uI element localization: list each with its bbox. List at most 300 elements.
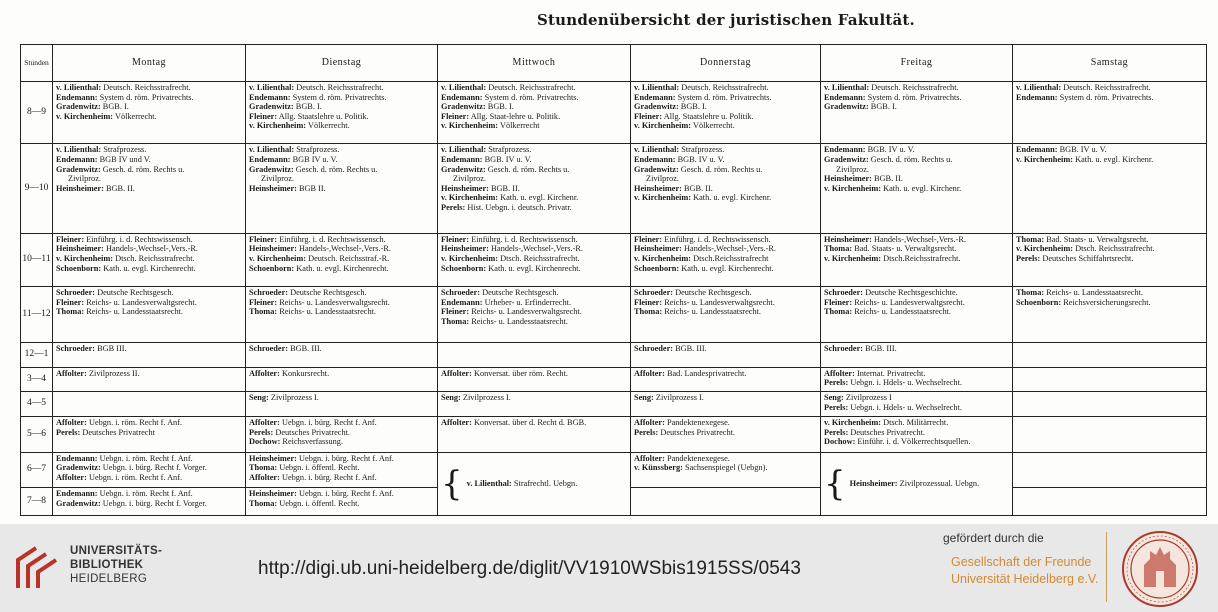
course-title: Deutsche Rechtsgesch. <box>482 288 559 298</box>
lecture-entry <box>1016 93 1203 103</box>
lecturer-name: Affolter: <box>634 368 665 378</box>
lecture-entry <box>441 288 627 298</box>
cell-donnerstag <box>631 392 821 417</box>
lecture-entry <box>249 244 434 254</box>
lecture-entry <box>249 298 434 308</box>
cell-donnerstag <box>631 287 821 343</box>
course-title: Deutsches Privatrecht. <box>660 427 735 437</box>
lecturer-name: Gradenwitz: <box>56 102 101 112</box>
lecturer-name: Gradenwitz: <box>56 164 101 174</box>
course-title: BGB. I. <box>870 102 897 112</box>
cell-samstag <box>1013 343 1207 368</box>
cell-mittwoch <box>438 417 631 452</box>
lecture-entry <box>56 264 242 274</box>
lecture-entry <box>824 437 1009 447</box>
course-title: Deutsches Schiffahrtsrecht. <box>1042 253 1134 263</box>
lecturer-name: Affolter: <box>441 368 472 378</box>
lecture-entry <box>441 244 627 254</box>
lecture-entry <box>634 102 817 112</box>
lecturer-name: Dochow: <box>824 437 856 447</box>
cell-freitag <box>821 82 1013 144</box>
lecturer-name: Affolter: <box>249 472 280 482</box>
lecture-entry <box>56 489 242 499</box>
course-title: Kath. u. evgl. Kirchenr. <box>883 183 962 193</box>
course-title: Pandektenexegese. <box>666 453 730 463</box>
time-slot: 11—12 <box>21 287 53 343</box>
lecturer-name: Thoma: <box>824 307 853 317</box>
course-title: Gesch. d. röm. Rechts u. <box>870 155 953 165</box>
lecture-entry <box>824 145 1009 155</box>
lecture-entry <box>249 93 434 103</box>
lecturer-name: Heinsheimer: <box>634 183 682 193</box>
cell-mittwoch <box>438 82 631 144</box>
lecture-entry <box>824 307 1009 317</box>
lecturer-name: Endemann: <box>441 297 483 307</box>
lecturer-name: Endemann: <box>824 145 866 155</box>
course-title: Allg. Staat-lehre u. Politik. <box>470 111 561 121</box>
course-title: Reichs- u. Landesverwaltgsrecht. <box>86 297 197 307</box>
cell-donnerstag <box>631 452 821 487</box>
lecturer-name: Endemann: <box>634 155 676 165</box>
course-title: Zivilproz. <box>261 174 294 184</box>
lecturer-name: Fleiner: <box>249 111 278 121</box>
course-title: Reichsversicherungsrecht. <box>1063 297 1151 307</box>
lecturer-name: Affolter: <box>249 418 280 428</box>
lecturer-name: v. Kirchenheim: <box>634 121 692 131</box>
library-line-1: UNIVERSITÄTS- <box>70 545 163 557</box>
lecture-entry <box>56 184 242 194</box>
cell-freitag <box>821 367 1013 392</box>
lecture-entry <box>824 369 1009 379</box>
course-title: Zivilprozess I. <box>270 393 319 403</box>
course-title: Kath. u. evgl. Kirchenr. <box>500 193 579 203</box>
course-title: Uebgn. i. bürg. Recht f. Vorger. <box>102 498 207 508</box>
course-title: System d. röm. Privatrechts. <box>292 92 387 102</box>
cell-dienstag <box>246 488 438 516</box>
schedule-row <box>21 452 1207 487</box>
lecture-entry <box>249 454 434 464</box>
society-line-1: Gesellschaft der Freunde <box>951 555 1092 569</box>
lecturer-name: Schroeder: <box>249 344 289 354</box>
lecture-entry <box>634 463 817 473</box>
lecture-entry <box>249 393 434 403</box>
lecturer-name: Affolter: <box>634 453 665 463</box>
lecturer-name: Gradenwitz: <box>249 164 294 174</box>
lecturer-name: v. Lilienthal: <box>634 83 680 92</box>
lecturer-name: v. Lilienthal: <box>1016 83 1062 92</box>
lecturer-name: v. Kirchenheim: <box>249 253 307 263</box>
lecturer-name: Perels: <box>634 427 659 437</box>
course-title: Hist. Uebgn. i. deutsch. Privatr. <box>467 203 572 213</box>
cell-montag <box>53 367 246 392</box>
course-title: Deutsch. Reichsstrafrecht. <box>488 83 576 92</box>
footer-bar <box>0 524 1218 612</box>
course-title: Strafprozess. <box>296 145 340 155</box>
lecture-entry <box>441 418 627 428</box>
lecture-entry <box>249 344 434 354</box>
lecture-entry <box>249 235 434 245</box>
lecture-entry <box>634 307 817 317</box>
lecturer-name: Schroeder: <box>824 344 864 354</box>
lecturer-name: Schoenborn: <box>634 263 680 273</box>
lecture-entry <box>824 288 1009 298</box>
course-title: Dtsch. Reichsstrafrecht. <box>1075 244 1155 254</box>
cell-dienstag <box>246 144 438 233</box>
header-row <box>21 45 1207 82</box>
lecturer-name: Gradenwitz: <box>441 164 486 174</box>
course-title: Handels-,Wechsel-,Vers.-R. <box>106 244 198 254</box>
lecture-entry <box>824 102 1009 112</box>
course-title: Dtsch. Reichsstrafrecht. <box>500 253 580 263</box>
lecture-entry <box>249 288 434 298</box>
lecture-entry <box>824 155 1009 165</box>
lecture-entry <box>441 145 627 155</box>
lecturer-name: Schroeder: <box>56 288 96 298</box>
course-title: Zivilprozessual. Uebgn. <box>899 478 980 488</box>
schedule-row <box>21 417 1207 452</box>
lecturer-name: v. Kirchenheim: <box>824 183 882 193</box>
course-title: Sachsenspiegel (Uebgn). <box>684 463 768 473</box>
lecture-entry <box>1016 145 1203 155</box>
course-title: Kath. u. evgl. Kirchenr. <box>1075 155 1154 165</box>
lecturer-name: Gradenwitz: <box>824 155 869 165</box>
lecture-entry <box>1016 254 1203 264</box>
course-title: Einführg. i. d. Rechtswissensch. <box>664 234 771 244</box>
society-name <box>951 554 1099 588</box>
lecture-entry <box>249 254 434 264</box>
course-title: Allg. Staatslehre u. Politik. <box>278 111 369 121</box>
library-line-3: HEIDELBERG <box>70 573 148 585</box>
cell-freitag <box>821 233 1013 287</box>
lecturer-name: Gradenwitz: <box>824 102 869 112</box>
course-title: BGB IV und V. <box>99 155 151 165</box>
time-slot: 9—10 <box>21 144 53 233</box>
lecturer-name: v. Kirchenheim: <box>249 121 307 131</box>
cell-donnerstag <box>631 82 821 144</box>
cell-samstag <box>1013 417 1207 452</box>
lecturer-name: Perels: <box>824 378 849 388</box>
lecture-entry <box>634 184 817 194</box>
course-title: BGB. I. <box>295 102 322 112</box>
lecturer-name: Gradenwitz: <box>249 102 294 112</box>
lecture-entry <box>1016 244 1203 254</box>
course-title: Uebgn. i. röm. Recht f. Anf. <box>99 453 193 463</box>
cell-samstag <box>1013 367 1207 392</box>
course-title: Bad. Landesprivatrecht. <box>666 368 747 378</box>
course-title: Uebgn. i. röm. Recht f. Anf. <box>99 489 193 499</box>
lecturer-name: v. Lilienthal: <box>634 145 680 155</box>
brace-icon: { <box>824 463 846 504</box>
lecture-entry <box>56 93 242 103</box>
lecture-entry <box>634 428 817 438</box>
schedule-row <box>21 392 1207 417</box>
course-title: Kath. u. evgl. Kirchenrecht. <box>296 263 389 273</box>
cell-montag <box>53 287 246 343</box>
day-header-thursday: Donnerstag <box>631 45 821 82</box>
cell-donnerstag <box>631 417 821 452</box>
lecture-entry <box>634 344 817 354</box>
lecturer-name: Endemann: <box>56 92 98 102</box>
course-title: Reichsverfassung. <box>282 437 344 447</box>
lecture-entry <box>850 479 980 489</box>
course-title: Strafprozess. <box>488 145 532 155</box>
lecture-entry <box>634 235 817 245</box>
lecturer-name: Perels: <box>249 427 274 437</box>
brace-group <box>824 454 1009 514</box>
lecture-entry <box>56 244 242 254</box>
course-title: Gesch. d. röm. Rechts u. <box>487 164 570 174</box>
lecture-entry <box>249 102 434 112</box>
course-title: System d. röm. Privatrechts. <box>99 92 194 102</box>
lecturer-name: Fleiner: <box>249 234 278 244</box>
lecturer-name: v. Lilienthal: <box>56 145 102 155</box>
lecture-entry <box>634 369 817 379</box>
lecture-entry <box>56 428 242 438</box>
day-header-friday: Freitag <box>821 45 1013 82</box>
course-title: Völkerrecht. <box>114 111 157 121</box>
lecturer-name: Fleiner: <box>249 297 278 307</box>
cell-donnerstag <box>631 367 821 392</box>
lecture-entry <box>634 93 817 103</box>
lecturer-name: Heinsheimer: <box>441 244 489 254</box>
lecture-entry <box>441 235 627 245</box>
cell-dienstag <box>246 392 438 417</box>
lecturer-name: Heinsheimer: <box>249 244 297 254</box>
course-title: Kath. u. evgl. Kirchenrecht. <box>103 263 196 273</box>
lecturer-name: Perels: <box>441 203 466 213</box>
brace-group <box>441 454 627 514</box>
course-title: Einführg. i. d. Rechtswissensch. <box>279 234 386 244</box>
lecture-entry <box>56 369 242 379</box>
lecturer-name: Heinsheimer: <box>56 183 104 193</box>
lecturer-name: Seng: <box>824 393 844 403</box>
lecture-entry <box>56 454 242 464</box>
course-title: Handels-,Wechsel-,Vers.-R. <box>491 244 583 254</box>
lecture-entry <box>56 235 242 245</box>
university-seal-icon <box>1120 529 1200 609</box>
course-title: BGB IV u. V. <box>292 155 338 165</box>
cell-freitag <box>821 287 1013 343</box>
lecture-entry <box>634 121 817 131</box>
course-title: Einführ. i. d. Völkerrechtsquellen. <box>857 437 971 447</box>
cell-freitag <box>821 417 1013 452</box>
course-title: BGB. I. <box>102 102 129 112</box>
brace-icon: { <box>441 463 463 504</box>
course-title: Dtsch.Reichsstrafrecht. <box>883 253 961 263</box>
lecture-entry <box>441 264 627 274</box>
lecture-entry <box>441 393 627 403</box>
time-slot: 7—8 <box>21 488 53 516</box>
course-title: Pandektenexegese. <box>666 418 730 428</box>
lecturer-name: Affolter: <box>824 368 855 378</box>
lecturer-name: Dochow: <box>249 437 281 447</box>
lecturer-name: Seng: <box>634 393 654 403</box>
lecturer-name: Fleiner: <box>441 307 470 317</box>
lecture-entry <box>634 418 817 428</box>
lecture-entry <box>1016 83 1203 93</box>
lecture-entry <box>249 174 434 184</box>
cell-mittwoch <box>438 343 631 368</box>
time-slot: 4—5 <box>21 392 53 417</box>
course-title: Zivilproz. <box>836 164 869 174</box>
lecturer-name: Affolter: <box>634 418 665 428</box>
lecturer-name: Affolter: <box>56 418 87 428</box>
course-title: Zivilprozess I. <box>655 393 704 403</box>
course-title: BGB II. <box>299 183 326 193</box>
lecture-entry <box>824 393 1009 403</box>
lecturer-name: v. Kirchenheim: <box>1016 244 1074 254</box>
cell-samstag <box>1013 144 1207 233</box>
lecturer-name: Heinsheimer: <box>249 489 297 499</box>
course-title: Deutsch. Reichsstrafrecht. <box>296 83 384 92</box>
lecture-entry <box>249 418 434 428</box>
course-title: BGB. III. <box>290 344 322 354</box>
course-title: BGB. IV u. V. <box>677 155 725 165</box>
lecturer-name: Endemann: <box>634 92 676 102</box>
day-header-wednesday: Mittwoch <box>438 45 631 82</box>
lecturer-name: Heinsheimer: <box>249 183 297 193</box>
course-title: BGB. I. <box>487 102 514 112</box>
lecture-entry <box>441 102 627 112</box>
lecture-entry <box>824 254 1009 264</box>
course-title: Dtsch.Reichsstrafrecht <box>693 253 769 263</box>
course-title: System d. röm. Privatrechts. <box>1059 92 1154 102</box>
lecture-entry <box>249 112 434 122</box>
course-title: Zivilproz. <box>68 174 101 184</box>
lecturer-name: Thoma: <box>634 307 663 317</box>
course-title: Konversat. über d. Recht d. BGB. <box>473 418 587 428</box>
course-title: Uebgn. i. bürg. Recht f. Anf. <box>299 453 394 463</box>
day-header-tuesday: Dienstag <box>246 45 438 82</box>
lecturer-name: Endemann: <box>1016 145 1058 155</box>
cell-mittwoch <box>438 392 631 417</box>
course-title: Reichs- u. Landesstaatsrecht. <box>664 307 761 317</box>
lecturer-name: Affolter: <box>56 368 87 378</box>
cell-dienstag <box>246 417 438 452</box>
lecture-entry <box>824 378 1009 388</box>
lecture-entry <box>634 244 817 254</box>
lecture-entry <box>1016 298 1203 308</box>
lecture-entry <box>56 344 242 354</box>
course-title: Konversat. über röm. Recht. <box>473 368 568 378</box>
course-title: Kath. u. evgl. Kirchenr. <box>693 193 772 203</box>
day-header-monday: Montag <box>53 45 246 82</box>
course-title: Uebgn. i. öffentl. Recht. <box>279 463 360 473</box>
course-title: BGB. IV u. V. <box>1059 145 1107 155</box>
lecture-entry <box>56 298 242 308</box>
course-title: Reichs- u. Landesstaatsrecht. <box>471 317 568 327</box>
lecturer-name: v. Lilienthal: <box>249 83 295 92</box>
lecture-entry <box>634 112 817 122</box>
lecturer-name: Schroeder: <box>56 344 96 354</box>
schedule-row <box>21 287 1207 343</box>
lecturer-name: Heinsheimer: <box>56 244 104 254</box>
cell-samstag <box>1013 452 1207 487</box>
lecturer-name: Schroeder: <box>249 288 289 298</box>
time-slot: 8—9 <box>21 82 53 144</box>
cell-samstag <box>1013 82 1207 144</box>
course-title: Uebgn. i. Hdels- u. Wechselrecht. <box>850 378 962 388</box>
lecturer-name: v. Kirchenheim: <box>441 193 499 203</box>
course-title: Uebgn. i. Hdels- u. Wechselrecht. <box>850 402 962 412</box>
lecture-entry <box>249 165 434 175</box>
lecturer-name: Perels: <box>56 427 81 437</box>
course-title: Deutsche Rechtsgesch. <box>675 288 752 298</box>
course-title: Reichs- u. Landesverwaltgsrecht. <box>471 307 582 317</box>
cell-montag <box>53 417 246 452</box>
course-title: Bad. Staats- u. Verwaltgsrecht. <box>1046 234 1149 244</box>
schedule-row <box>21 367 1207 392</box>
lecturer-name: Fleiner: <box>634 297 663 307</box>
lecturer-name: Perels: <box>1016 253 1041 263</box>
lecturer-name: v. Kirchenheim: <box>56 111 114 121</box>
lecture-entry <box>56 174 242 184</box>
course-title: Gesch. d. röm. Rechts u. <box>680 164 763 174</box>
course-title: Zivilprozess II. <box>88 368 140 378</box>
course-title: Gesch. d. röm. Rechts u. <box>102 164 185 174</box>
lecturer-name: v. Kirchenheim: <box>441 121 499 131</box>
cell-dienstag <box>246 233 438 287</box>
course-title: Zivilproz. <box>646 174 679 184</box>
lecturer-name: Schoenborn: <box>441 263 487 273</box>
course-title: BGB. I. <box>680 102 707 112</box>
course-title: Reichs- u. Landesstaatsrecht. <box>279 307 376 317</box>
lecturer-name: v. Kirchenheim: <box>441 253 499 263</box>
course-title: Deutsche Rechtsgeschichte. <box>865 288 958 298</box>
course-title: BGB. III. <box>865 344 897 354</box>
lecture-entry <box>56 254 242 264</box>
lecturer-name: Thoma: <box>56 307 85 317</box>
lecture-entry <box>634 193 817 203</box>
lecturer-name: v. Lilienthal: <box>466 478 512 488</box>
lecture-entry <box>634 174 817 184</box>
cell-freitag <box>821 144 1013 233</box>
lecturer-name: v. Kirchenheim: <box>824 253 882 263</box>
society-line-2: Universität Heidelberg e.V. <box>951 572 1099 586</box>
course-title: Internat. Privatrecht. <box>856 368 926 378</box>
lecturer-name: Heinsheimer: <box>849 478 898 488</box>
course-title: System d. röm. Privatrechts. <box>677 92 772 102</box>
course-title: Gesch. d. röm. Rechts u. <box>295 164 378 174</box>
course-title: Urheber- u. Erfinderrecht. <box>484 297 572 307</box>
lecturer-name: Gradenwitz: <box>441 102 486 112</box>
lecturer-name: Schroeder: <box>634 344 674 354</box>
course-title: Reichs- u. Landesstaatsrecht. <box>86 307 183 317</box>
cell-dienstag <box>246 367 438 392</box>
lecturer-name: Affolter: <box>249 368 280 378</box>
lecturer-name: Schroeder: <box>824 288 864 298</box>
lecture-entry <box>249 499 434 509</box>
cell-freitag <box>821 452 1013 515</box>
lecture-entry <box>1016 155 1203 165</box>
lecture-entry <box>824 165 1009 175</box>
cell-samstag <box>1013 488 1207 516</box>
lecture-entry <box>634 454 817 464</box>
time-slot: 3—4 <box>21 367 53 392</box>
day-header-saturday: Samstag <box>1013 45 1207 82</box>
lecture-entry <box>824 298 1009 308</box>
cell-montag <box>53 488 246 516</box>
course-title: Reichs- u. Landesstaatsrecht. <box>854 307 951 317</box>
lecturer-name: Perels: <box>824 427 849 437</box>
course-title: Dtsch. Reichsstrafrecht. <box>115 253 195 263</box>
lecture-entry <box>634 298 817 308</box>
course-title: Reichs- u. Landesverwaltgsrecht. <box>664 297 775 307</box>
source-url-link[interactable]: http://digi.ub.uni-heidelberg.de/diglit/VV1910WSbis1915SS/0543 <box>258 558 801 579</box>
course-title: Uebgn. i. bürg. Recht f. Anf. <box>299 489 394 499</box>
cell-montag <box>53 144 246 233</box>
course-title: Deutsch. Reichsstrafrecht. <box>1063 83 1151 92</box>
